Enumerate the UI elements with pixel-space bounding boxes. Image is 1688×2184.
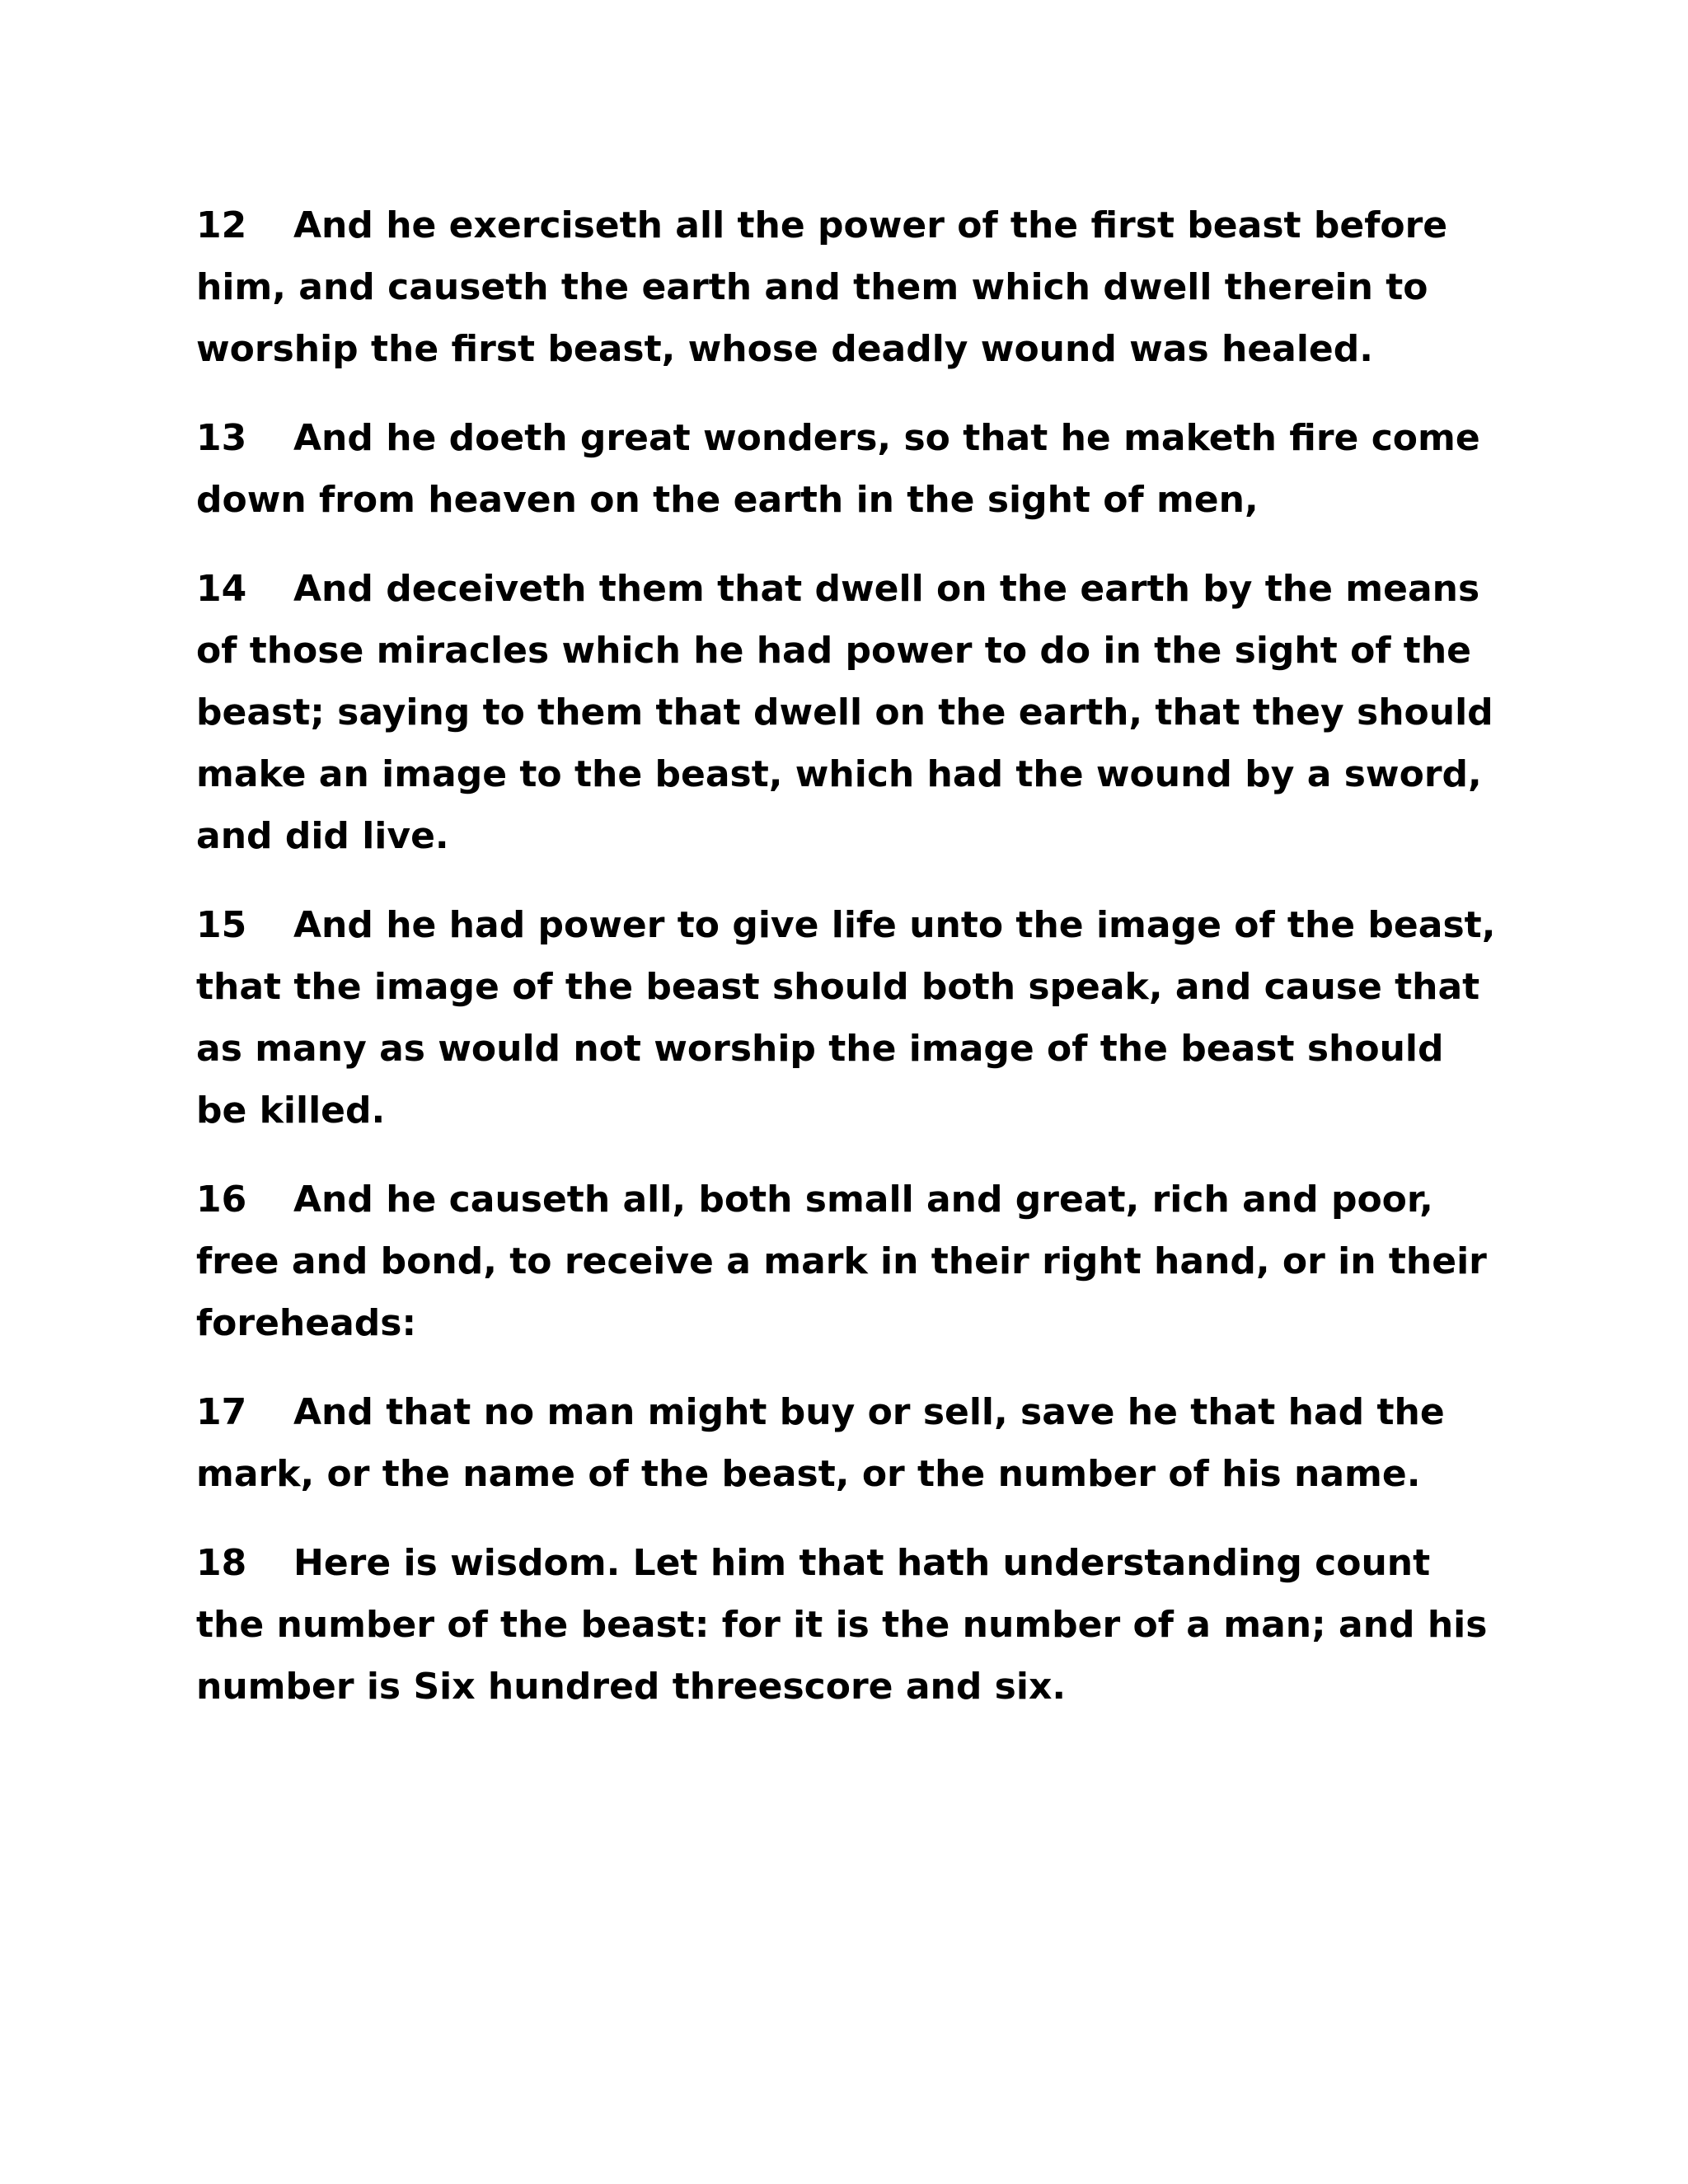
verse-text: And deceiveth them that dwell on the earth by the means of those miracles which he had power to do in the sight of the beast; saying to them that dwell on the earth, that they should make an image to the beast, which had the wound by a sword, and did live. bbox=[196, 568, 1493, 857]
verse-text: And he doeth great wonders, so that he maketh fire come down from heaven on the earth in the sight of men, bbox=[196, 417, 1480, 521]
verse-17 bbox=[196, 1381, 1498, 1505]
verse-text: And that no man might buy or sell, save he that had the mark, or the name of the beast, or the number of his name. bbox=[196, 1391, 1445, 1495]
verse-12 bbox=[196, 194, 1498, 380]
verse-16 bbox=[196, 1169, 1498, 1354]
verse-18 bbox=[196, 1532, 1498, 1718]
verse-text: Here is wisdom. Let him that hath understanding count the number of the beast: for it is the number of a man; and his number is Six hundred threescore and six. bbox=[196, 1542, 1488, 1708]
verse-number: 17 bbox=[196, 1391, 247, 1433]
verse-text: And he causeth all, both small and great, rich and poor, free and bond, to receive a mark in their right hand, or in their foreheads: bbox=[196, 1179, 1487, 1344]
verse-number: 18 bbox=[196, 1542, 247, 1584]
verse-number: 14 bbox=[196, 568, 247, 610]
verse-text: And he exerciseth all the power of the first beast before him, and causeth the earth and them which dwell therein to worship the first beast, whose deadly wound was healed. bbox=[196, 204, 1448, 370]
verse-number: 12 bbox=[196, 204, 247, 246]
verse-14 bbox=[196, 558, 1498, 867]
verse-number: 13 bbox=[196, 417, 247, 459]
verse-15 bbox=[196, 894, 1498, 1141]
verse-list bbox=[196, 194, 1498, 1745]
verse-number: 16 bbox=[196, 1179, 247, 1221]
verse-13 bbox=[196, 407, 1498, 531]
verse-text: And he had power to give life unto the image of the beast, that the image of the beast should both speak, and cause that as many as would not worship the image of the beast should be killed. bbox=[196, 904, 1496, 1132]
verse-number: 15 bbox=[196, 904, 247, 946]
